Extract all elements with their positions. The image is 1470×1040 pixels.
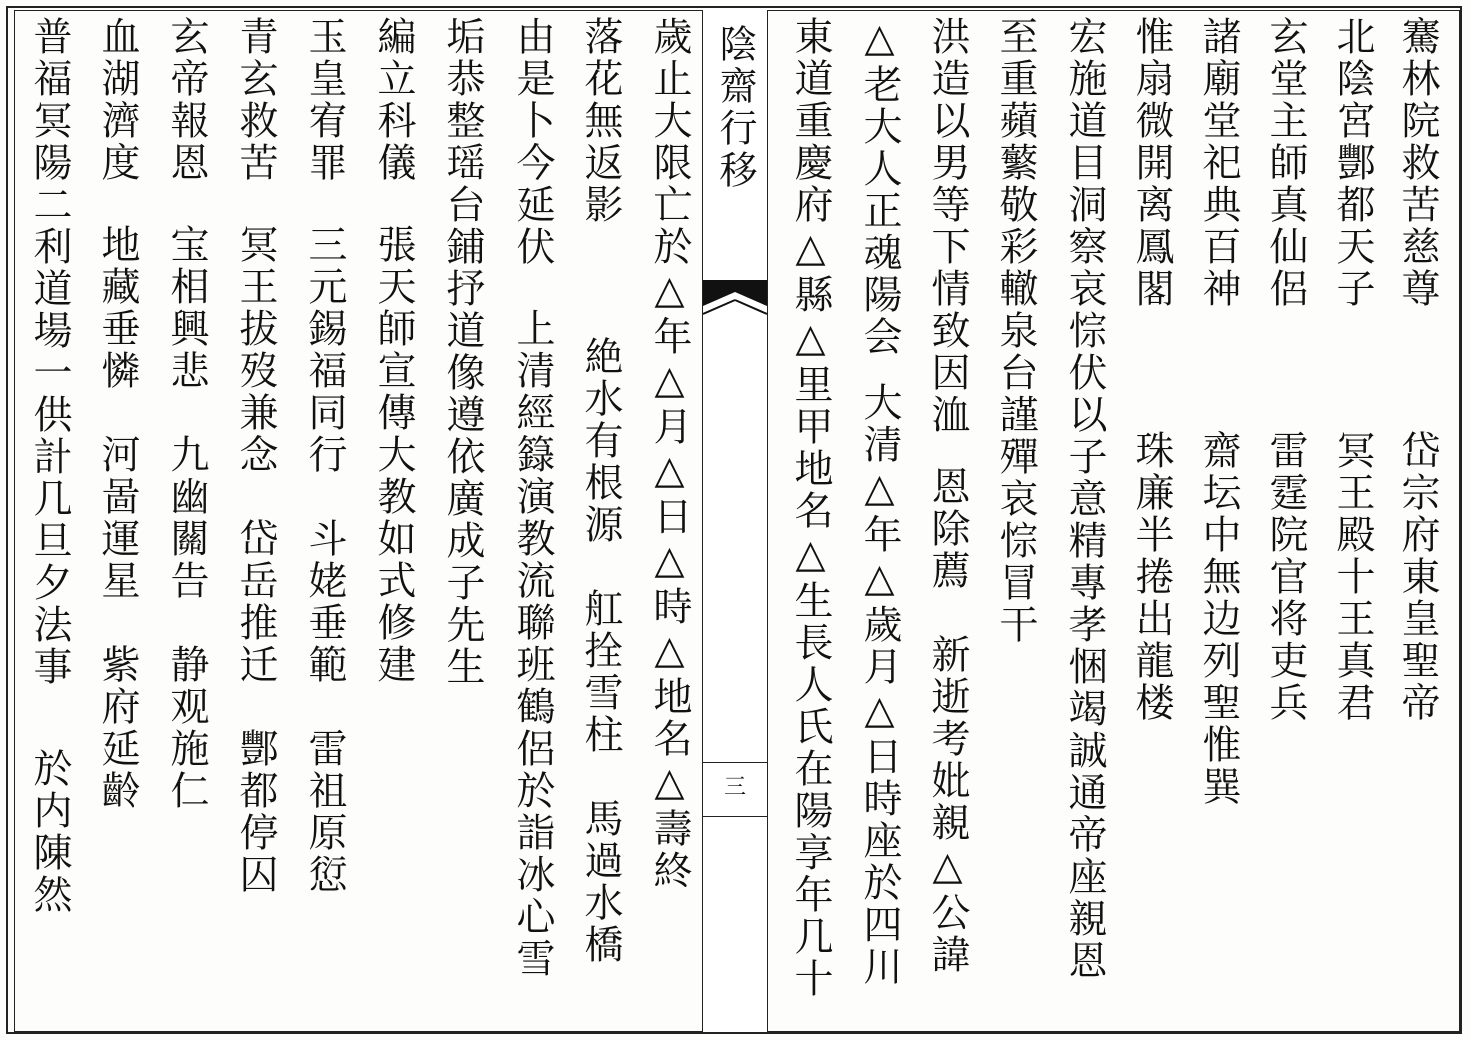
column-lower-text: 冥王拔歿兼念 岱岳推迁 酆都停囚 (233, 224, 278, 896)
text-column (1062, 16, 1107, 982)
column-lower-text: 珠廉半捲出龍楼 (1129, 430, 1174, 724)
column-upper-text: 洪造以男等下情致因洫 (925, 16, 970, 436)
page-number-rule-top (703, 762, 767, 763)
column-text: 至重蘋蘩敬彩轍泉台謹殫哀悰冒干 (993, 16, 1038, 646)
column-upper-text: 編立科儀 (371, 16, 416, 184)
text-column (993, 16, 1038, 646)
text-column (302, 16, 347, 896)
column-text: 東道重慶府△縣△里甲地名△生長人氏在陽享年几十 (788, 16, 833, 1000)
column-upper-text: 玄堂主師真仙侶 (1263, 16, 1308, 310)
text-column (578, 16, 623, 966)
text-column (925, 16, 970, 976)
column-lower-text: 絶水有根源 舡拴雪柱 馬過水橋 (578, 336, 623, 966)
page-spine (702, 10, 768, 1032)
column-lower-text: 恩除薦 新逝考妣親△公諱 (925, 466, 970, 976)
text-column (1330, 16, 1375, 724)
text-column (510, 16, 555, 980)
column-upper-text: 玄帝報恩 (164, 16, 209, 184)
spine-title: 陰齋行移 (713, 24, 757, 192)
column-upper-text: 騫林院救苦慈尊 (1395, 16, 1440, 310)
page-number-rule-bottom (703, 816, 767, 817)
column-text: 歲止大限亡於△年△月△日△時△地名△壽終 (647, 16, 692, 892)
column-upper-text: 血湖濟度 (95, 16, 140, 184)
text-column (788, 16, 833, 1000)
text-column (27, 16, 72, 916)
text-column (1129, 16, 1174, 724)
page-number: 三 (723, 775, 746, 800)
column-lower-text: 岱宗府東皇聖帝 (1395, 430, 1440, 724)
text-column (164, 16, 209, 812)
text-column (1196, 16, 1241, 808)
column-lower-text: 於内陳然 (27, 748, 72, 916)
column-upper-text: 青玄救苦 (233, 16, 278, 184)
fish-tail-ornament-icon (703, 280, 767, 330)
column-lower-text: 雷霆院官将吏兵 (1263, 430, 1308, 724)
column-lower-text: 上清經籙演教流聯班鶴侶於詣冰心雪 (510, 308, 555, 980)
column-lower-text: 齋坛中無边列聖惟巽 (1196, 430, 1241, 808)
column-upper-text: 惟扇微開离鳳閣 (1129, 16, 1174, 310)
column-lower-text: 宝相興悲 九幽關告 静观施仁 (164, 224, 209, 812)
text-column (440, 16, 485, 688)
column-lower-text: 冥王殿十王真君 (1330, 430, 1375, 724)
column-lower-text: 地藏垂憐 河啚運星 紫府延齡 (95, 224, 140, 812)
column-upper-text: 普福冥陽二利道場一供計几旦夕法事 (27, 16, 72, 688)
column-text: 垢恭整瑶台鋪抒道像遵依廣成子先生 (440, 16, 485, 688)
column-lower-text: 三元錫福同行 斗姥垂範 雷祖原愆 (302, 224, 347, 896)
column-upper-text: 玉皇宥罪 (302, 16, 347, 184)
text-column (95, 16, 140, 812)
text-column (371, 16, 416, 686)
text-column (647, 16, 692, 892)
column-upper-text: 落花無返影 (578, 16, 623, 226)
column-text: 宏施道目洞察哀悰伏以子意精專孝悃竭誠通帝座親恩 (1062, 16, 1107, 982)
column-upper-text: 由是卜今延伏 (510, 16, 555, 268)
text-column (233, 16, 278, 896)
column-upper-text: △老大人正魂陽会 (857, 16, 902, 358)
column-lower-text: 張天師宣傳大教如式修建 (371, 224, 416, 686)
text-column (1263, 16, 1308, 724)
column-lower-text: 大清△年△歲月△日時座於四川 (857, 382, 902, 988)
column-upper-text: 諸廟堂祀典百神 (1196, 16, 1241, 310)
column-upper-text: 北陰宮酆都天子 (1330, 16, 1375, 310)
text-column (857, 16, 902, 988)
text-column (1395, 16, 1440, 724)
